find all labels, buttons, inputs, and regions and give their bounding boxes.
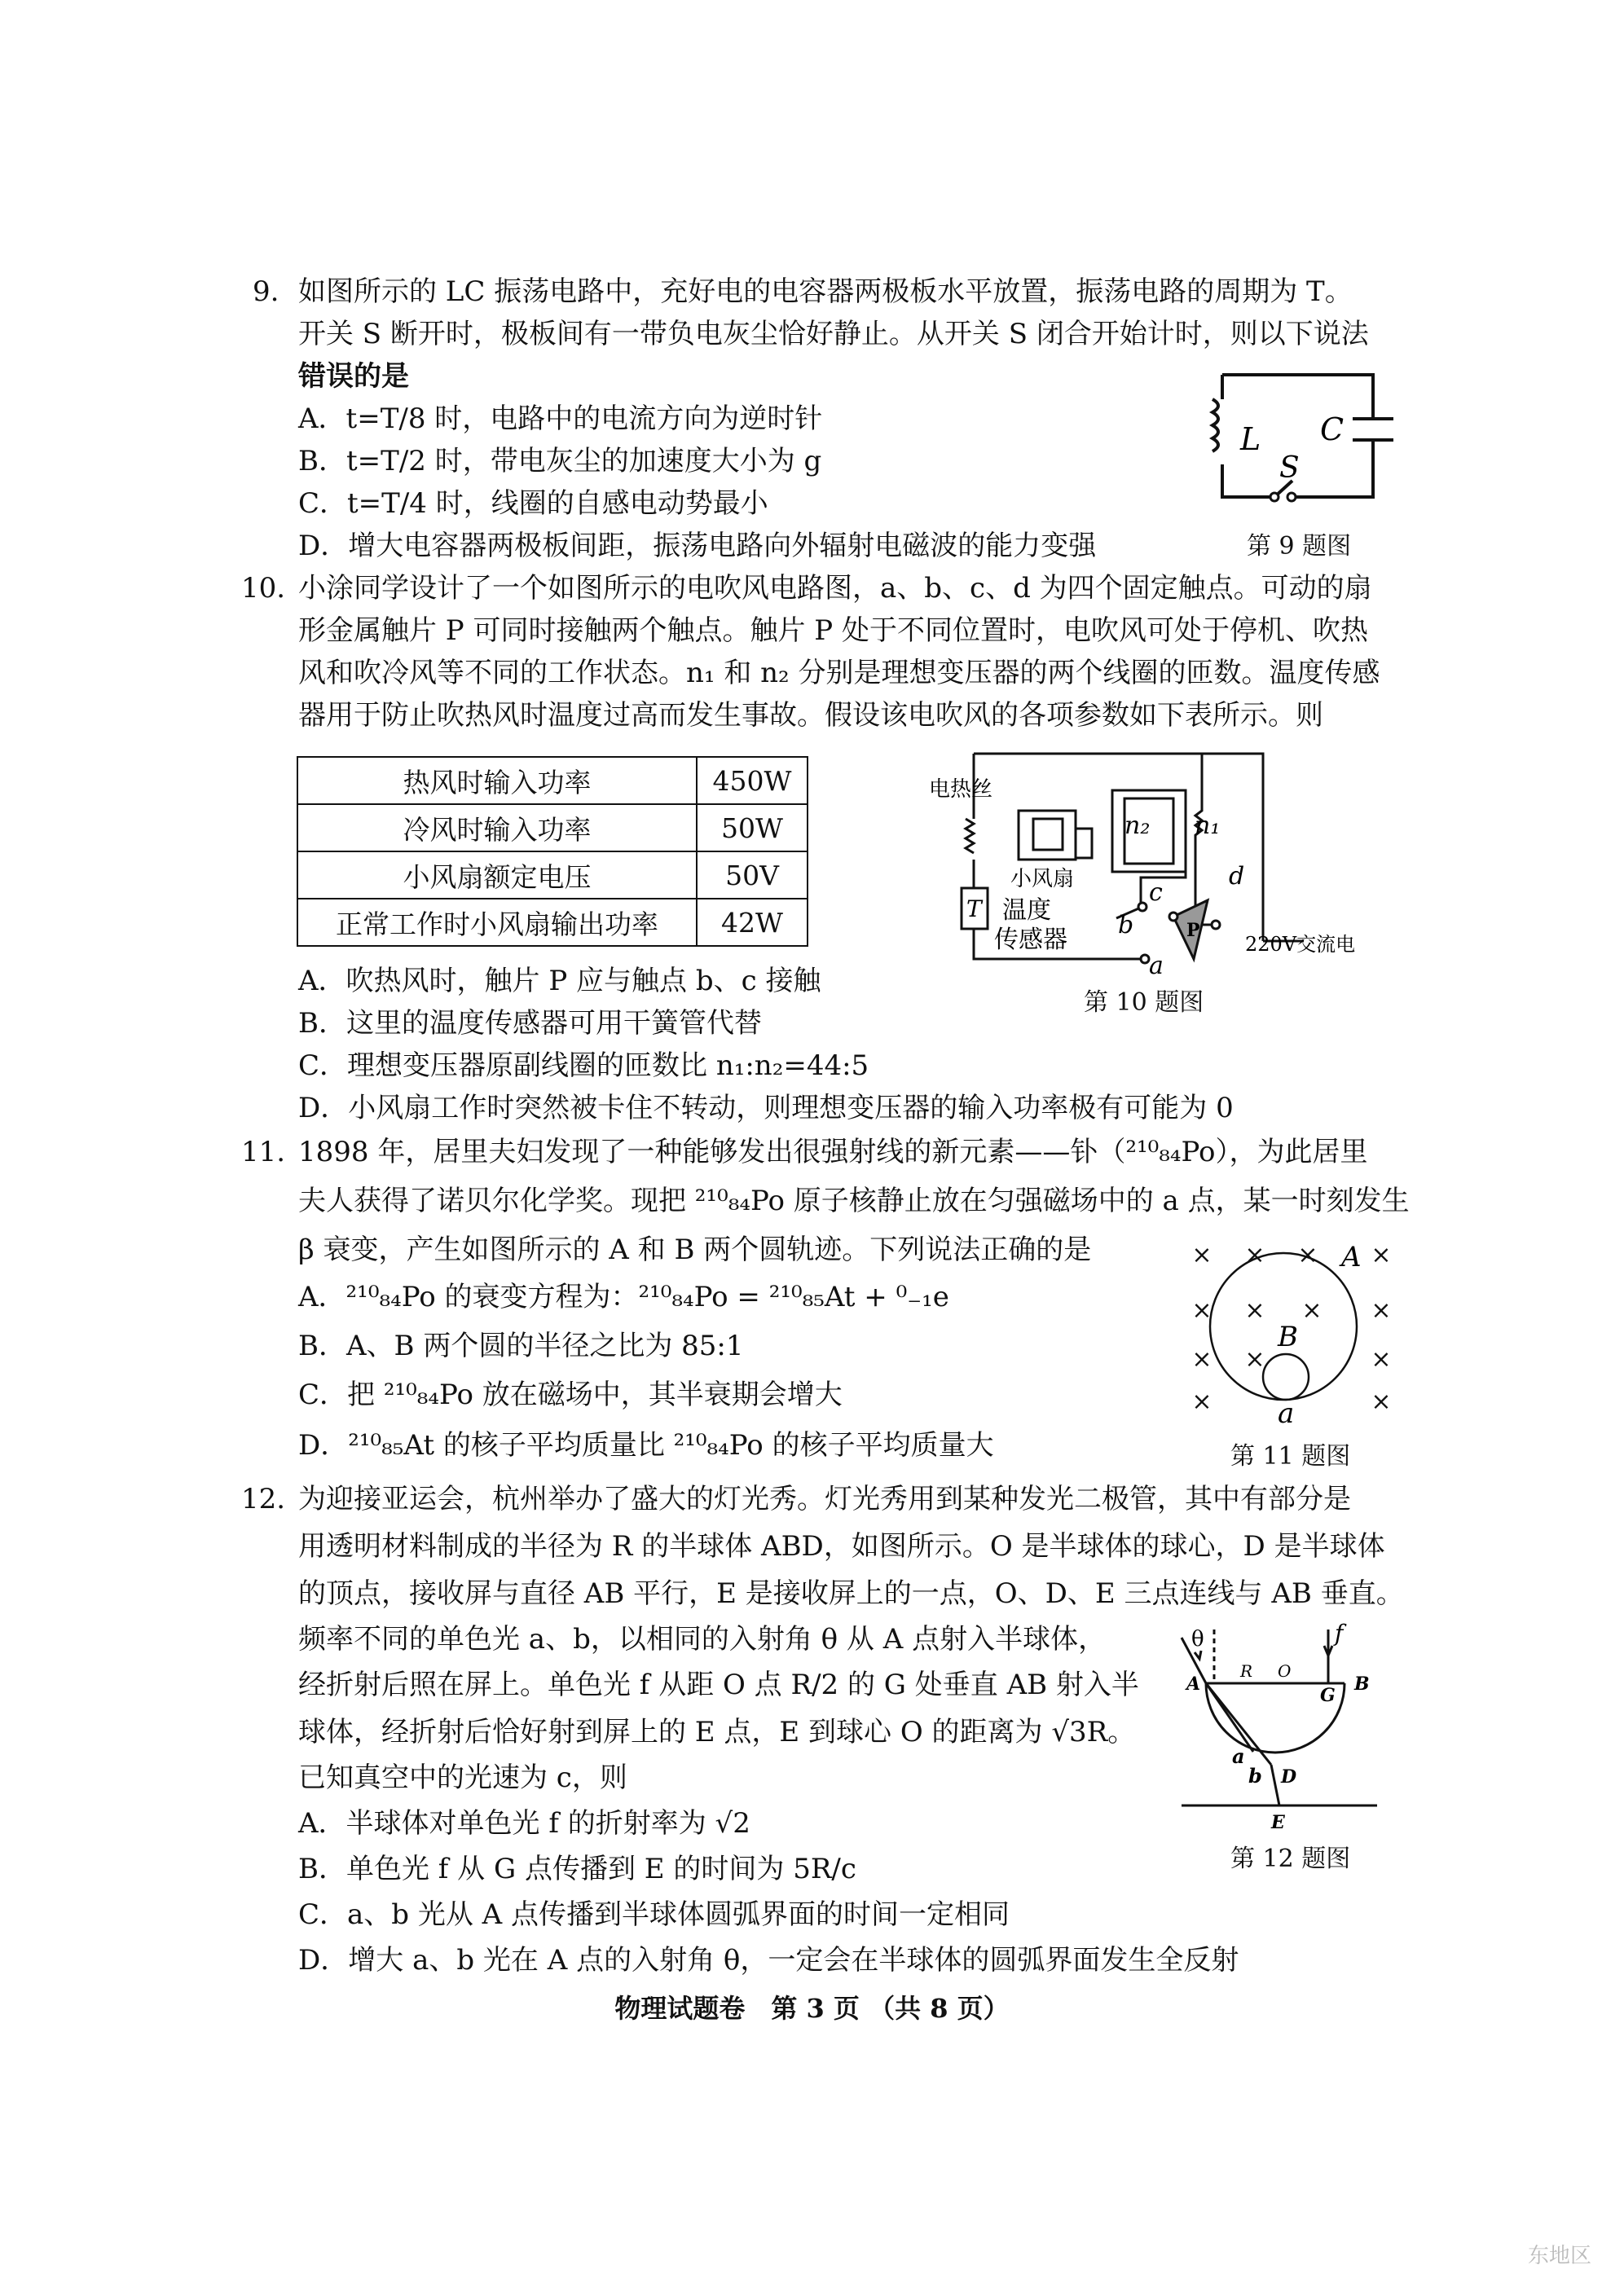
field-x-mark: × xyxy=(1191,1241,1212,1269)
option-d: D．小风扇工作时突然被卡住不转动，则理想变压器的输入功率极有可能为 0 xyxy=(298,1092,1234,1124)
question-number: 12. xyxy=(241,1483,286,1515)
question-stem-line: 如图所示的 LC 振荡电路中，充好电的电容器两极板水平放置，振荡电路的周期为 T。 xyxy=(298,275,1353,308)
question-stem-line: 形金属触片 P 可同时接触两个触点。触片 P 处于不同位置时，电吹风可处于停机、吹热 xyxy=(298,614,1368,647)
table-row xyxy=(297,851,808,899)
label-heater: 电热丝 xyxy=(929,777,993,802)
table-cell: 50V xyxy=(697,851,808,899)
option-b: B．单色光 f 从 G 点传播到 E 的时间为 5R/c xyxy=(298,1853,856,1885)
svg-text:×: × xyxy=(1371,1241,1392,1269)
label-a-circle: A xyxy=(1341,1241,1362,1273)
label-p: P xyxy=(1186,920,1200,941)
svg-text:×: × xyxy=(1371,1388,1392,1416)
label-t: T xyxy=(966,895,982,922)
table-cell: 450W xyxy=(697,757,808,804)
table-cell: 小风扇额定电压 xyxy=(297,851,697,899)
label-b-point: B xyxy=(1354,1673,1370,1695)
label-b: b xyxy=(1118,911,1134,939)
label-sensor-1: 温度 xyxy=(1002,896,1051,925)
table-cell: 50W xyxy=(697,804,808,851)
table-cell: 正常工作时小风扇输出功率 xyxy=(297,899,697,946)
option-b: B．A、B 两个圆的半径之比为 85:1 xyxy=(298,1330,744,1362)
question-stem-line: 经折射后照在屏上。单色光 f 从距 O 点 R/2 的 G 处垂直 AB 射入半 xyxy=(298,1669,1139,1701)
label-c: c xyxy=(1149,878,1163,907)
label-f: f xyxy=(1335,1621,1344,1647)
label-n2: n₂ xyxy=(1124,811,1151,840)
option-d: D．增大 a、b 光在 A 点的入射角 θ，一定会在半球体的圆弧界面发生全反射 xyxy=(298,1944,1239,1977)
label-e: E xyxy=(1271,1812,1285,1833)
question-stem-line: 1898 年，居里夫妇发现了一种能够发出很强射线的新元素——钋（²¹⁰₈₄Po），为此居里 xyxy=(298,1136,1368,1168)
question-stem-line: 开关 S 断开时，极板间有一带负电灰尘恰好静止。从开关 S 闭合开始计时，则以下说法 xyxy=(298,318,1369,350)
question-stem-line: 错误的是 xyxy=(298,360,409,393)
option-c: C．t=T/4 时，线圈的自感电动势最小 xyxy=(298,487,768,520)
table-cell: 冷风时输入功率 xyxy=(297,804,697,851)
page-footer: 物理试题卷 第 3 页 （共 8 页） xyxy=(614,1993,1010,2024)
question-stem-line: 为迎接亚运会，杭州举办了盛大的灯光秀。灯光秀用到某种发光二极管，其中有部分是 xyxy=(298,1483,1351,1515)
label-g: G xyxy=(1320,1685,1336,1706)
label-s: S xyxy=(1279,451,1300,485)
label-b-circle: B xyxy=(1278,1321,1298,1353)
label-b-ray: b xyxy=(1248,1764,1262,1788)
question-stem-line: 小涂同学设计了一个如图所示的电吹风电路图，a、b、c、d 为四个固定触点。可动的扇 xyxy=(298,572,1372,605)
label-sensor-2: 传感器 xyxy=(994,926,1067,954)
table-row xyxy=(297,757,808,804)
hair-dryer-circuit-figure xyxy=(929,737,1434,982)
table-row xyxy=(297,804,808,851)
option-b: B．这里的温度传感器可用干簧管代替 xyxy=(298,1007,762,1040)
question-stem-line: 的顶点，接收屏与直径 AB 平行，E 是接收屏上的一点，O、D、E 三点连线与 AB 垂直。 xyxy=(298,1577,1404,1610)
question-number: 10. xyxy=(241,572,286,605)
question-stem-line: 器用于防止吹热风时温度过高而发生事故。假设该电吹风的各项参数如下表所示。则 xyxy=(298,699,1323,732)
question-stem-line: 用透明材料制成的半径为 R 的半球体 ABD，如图所示。O 是半球体的球心，D 是半球体 xyxy=(298,1530,1385,1563)
label-ac: 220V交流电 xyxy=(1245,933,1356,956)
label-a-ray: a xyxy=(1232,1744,1245,1768)
option-d: D．增大电容器两极板间距，振荡电路向外辐射电磁波的能力变强 xyxy=(298,530,1097,562)
figure-caption: 第 11 题图 xyxy=(1230,1442,1351,1471)
svg-text:×: × xyxy=(1371,1345,1392,1374)
watermark-logo: 东地区 xyxy=(1527,2243,1591,2267)
label-c: C xyxy=(1320,411,1345,447)
question-stem-line: β 衰变，产生如图所示的 A 和 B 两个圆轨迹。下列说法正确的是 xyxy=(298,1234,1092,1266)
question-number: 11. xyxy=(241,1136,286,1168)
svg-text:×: × xyxy=(1301,1296,1323,1325)
decay-tracks-figure xyxy=(1182,1230,1402,1426)
label-l: L xyxy=(1240,421,1261,457)
option-a: A．半球体对单色光 f 的折射率为 √2 xyxy=(298,1807,750,1840)
option-b: B．t=T/2 时，带电灰尘的加速度大小为 g xyxy=(298,445,822,477)
table-cell: 42W xyxy=(697,899,808,946)
svg-text:×: × xyxy=(1244,1296,1265,1325)
svg-text:×: × xyxy=(1191,1388,1212,1416)
svg-text:×: × xyxy=(1191,1296,1212,1325)
label-d: d xyxy=(1229,862,1245,891)
spec-table xyxy=(297,756,808,947)
figure-caption: 第 12 题图 xyxy=(1230,1845,1351,1873)
label-a-point: a xyxy=(1278,1397,1295,1426)
question-stem-line: 已知真空中的光速为 c，则 xyxy=(298,1761,627,1794)
figure-caption: 第 9 题图 xyxy=(1247,532,1352,561)
label-a-point: A xyxy=(1186,1673,1201,1695)
label-o: O xyxy=(1278,1661,1292,1681)
svg-text:×: × xyxy=(1244,1345,1265,1374)
label-theta: θ xyxy=(1191,1627,1204,1651)
label-d: D xyxy=(1281,1766,1297,1788)
svg-text:×: × xyxy=(1371,1296,1392,1325)
option-a: A．²¹⁰₈₄Po 的衰变方程为：²¹⁰₈₄Po = ²¹⁰₈₅At + ⁰₋₁e xyxy=(298,1281,949,1313)
question-stem-line: 频率不同的单色光 a、b，以相同的入射角 θ 从 A 点射入半球体， xyxy=(298,1623,1107,1656)
option-d: D．²¹⁰₈₅At 的核子平均质量比 ²¹⁰₈₄Po 的核子平均质量大 xyxy=(298,1429,994,1462)
figure-caption: 第 10 题图 xyxy=(1084,988,1204,1017)
question-stem-line: 夫人获得了诺贝尔化学奖。现把 ²¹⁰₈₄Po 原子核静止放在匀强磁场中的 a 点，某一时刻发生 xyxy=(298,1185,1410,1217)
option-a: A．吹热风时，触片 P 应与触点 b、c 接触 xyxy=(298,965,821,997)
svg-text:×: × xyxy=(1244,1241,1265,1269)
table-row xyxy=(297,899,808,946)
table-cell: 热风时输入功率 xyxy=(297,757,697,804)
label-n1: n₁ xyxy=(1195,811,1221,840)
svg-text:×: × xyxy=(1191,1345,1212,1374)
option-c: C．a、b 光从 A 点传播到半球体圆弧界面的时间一定相同 xyxy=(298,1898,1010,1931)
question-number: 9. xyxy=(253,275,279,308)
option-c: C．把 ²¹⁰₈₄Po 放在磁场中，其半衰期会增大 xyxy=(298,1379,843,1411)
question-stem-line: 风和吹冷风等不同的工作状态。n₁ 和 n₂ 分别是理想变压器的两个线圈的匝数。温度传感 xyxy=(298,657,1380,689)
option-c: C．理想变压器原副线圈的匝数比 n₁:n₂=44:5 xyxy=(298,1049,869,1082)
hemisphere-figure xyxy=(1157,1621,1393,1841)
label-fan: 小风扇 xyxy=(1010,867,1075,891)
question-stem-line: 球体，经折射后恰好射到屏上的 E 点，E 到球心 O 的距离为 √3R。 xyxy=(298,1716,1136,1748)
label-r: R xyxy=(1240,1661,1253,1681)
lc-circuit-figure xyxy=(1190,358,1402,521)
label-a: a xyxy=(1149,952,1164,980)
option-a: A．t=T/8 时，电路中的电流方向为逆时针 xyxy=(298,402,823,435)
svg-text:×: × xyxy=(1297,1241,1318,1269)
